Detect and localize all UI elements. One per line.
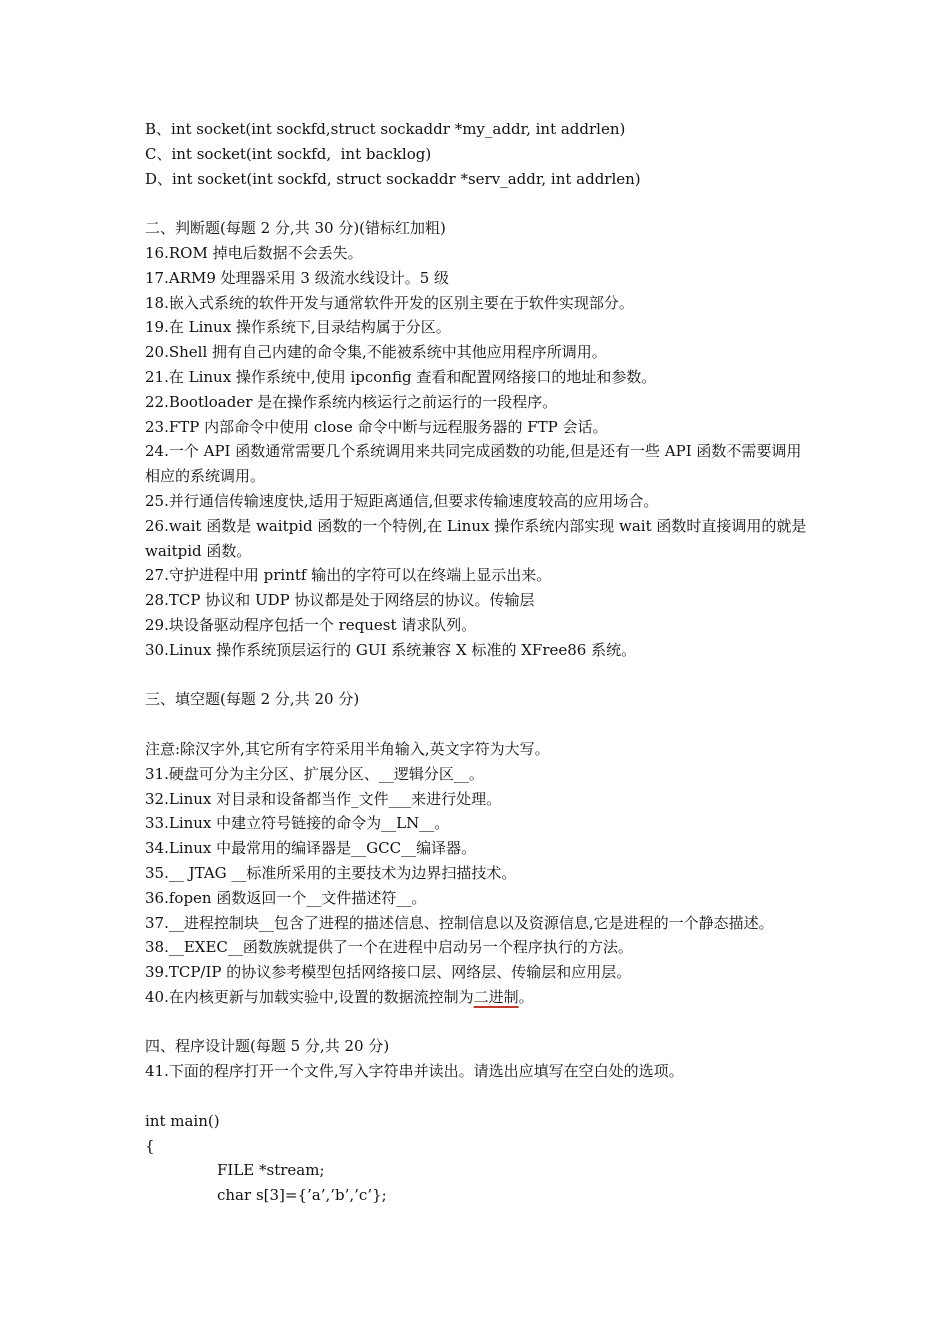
item40-answer: 二进制: [473, 987, 519, 1006]
spacer: [145, 191, 815, 216]
option-c: C、int socket(int sockfd, int backlog): [145, 144, 432, 163]
code-line: {: [145, 1136, 155, 1155]
question-item: 28.TCP 协议和 UDP 协议都是处于网络层的协议。传输层: [145, 591, 535, 610]
question-item: 29.块设备驱动程序包括一个 request 请求队列。: [145, 615, 477, 634]
section-true-false: [145, 216, 815, 662]
question-item: 32.Linux 对目录和设备都当作_文件___来进行处理。: [145, 789, 502, 808]
question-item: 20.Shell 拥有自己内建的命令集,不能被系统中其他应用程序所调用。: [145, 343, 607, 362]
section-programming: [145, 1034, 815, 1208]
question-item: 41.下面的程序打开一个文件,写入字符串并读出。请选出应填写在空白处的选项。: [145, 1062, 684, 1081]
question-item: 39.TCP/IP 的协议参考模型包括网络接口层、网络层、传输层和应用层。: [145, 963, 632, 982]
question-item: 38.__EXEC__函数族就提供了一个在进程中启动另一个程序执行的方法。: [145, 938, 633, 957]
question-item: 35.__ JTAG __标准所采用的主要技术为边界扫描技术。: [145, 863, 517, 882]
question-item: 26.wait 函数是 waitpid 函数的一个特例,在 Linux 操作系统内部实现 wait 函数时直接调用的就是 waitpid 函数。: [145, 516, 807, 560]
section-note: 注意:除汉字外,其它所有字符采用半角输入,英文字符为大写。: [145, 739, 550, 758]
section-heading: 三、填空题(每题 2 分,共 20 分): [145, 690, 360, 709]
question-item: 25.并行通信传输速度快,适用于短距离通信,但要求传输速度较高的应用场合。: [145, 491, 659, 510]
question-item: 31.硬盘可分为主分区、扩展分区、__逻辑分区__。: [145, 764, 484, 783]
question-item-40: [145, 985, 815, 1010]
option-b: B、int socket(int sockfd,struct sockaddr *my_addr, int addrlen): [145, 120, 626, 138]
question-item: 18.嵌入式系统的软件开发与通常软件开发的区别主要在于软件实现部分。: [145, 293, 634, 312]
question-item: 36.fopen 函数返回一个__文件描述符__。: [145, 888, 427, 907]
spacer: [145, 712, 815, 737]
question-item: 37.__进程控制块__包含了进程的描述信息、控制信息以及资源信息,它是进程的一个静态描述。: [145, 913, 774, 932]
item40-suffix: 。: [518, 987, 534, 1006]
question-item: 23.FTP 内部命令中使用 close 命令中断与远程服务器的 FTP 会话。: [145, 417, 608, 436]
code-line: char s[3]={’a’,’b’,’c’};: [217, 1186, 387, 1205]
question-item: 22.Bootloader 是在操作系统内核运行之前运行的一段程序。: [145, 392, 558, 411]
spacer: [145, 663, 815, 688]
question-item: 21.在 Linux 操作系统中,使用 ipconfig 查看和配置网络接口的地址和参数。: [145, 367, 657, 386]
code-line: FILE *stream;: [217, 1161, 325, 1180]
code-line: int main(): [145, 1111, 220, 1130]
question-item: 24.一个 API 函数通常需要几个系统调用来共同完成函数的功能,但是还有一些 API 函数不需要调用相应的系统调用。: [145, 442, 802, 486]
code-block: [145, 1109, 815, 1208]
item40-prefix: 40.在内核更新与加载实验中,设置的数据流控制为: [145, 987, 474, 1006]
question-item: 34.Linux 中最常用的编译器是__GCC__编译器。: [145, 839, 477, 858]
section-heading: 二、判断题(每题 2 分,共 30 分)(错标红加粗): [145, 219, 446, 238]
question-item: 33.Linux 中建立符号链接的命令为__LN__。: [145, 814, 450, 833]
section-heading: 四、程序设计题(每题 5 分,共 20 分): [145, 1037, 390, 1056]
question-item: 30.Linux 操作系统顶层运行的 GUI 系统兼容 X 标准的 XFree86 系统。: [145, 640, 637, 659]
spacer: [145, 1084, 815, 1109]
section-fill-in: [145, 687, 815, 1009]
question-item: 19.在 Linux 操作系统下,目录结构属于分区。: [145, 318, 451, 337]
question-item: 27.守护进程中用 printf 输出的字符可以在终端上显示出来。: [145, 566, 552, 585]
question-item: 17.ARM9 处理器采用 3 级流水线设计。5 级: [145, 268, 450, 287]
question-item: 16.ROM 掉电后数据不会丢失。: [145, 243, 363, 262]
spacer: [145, 1010, 815, 1035]
option-d: D、int socket(int sockfd, struct sockaddr *serv_addr, int addrlen): [145, 169, 641, 188]
options-list: [145, 117, 815, 191]
document-page: [145, 117, 815, 1208]
